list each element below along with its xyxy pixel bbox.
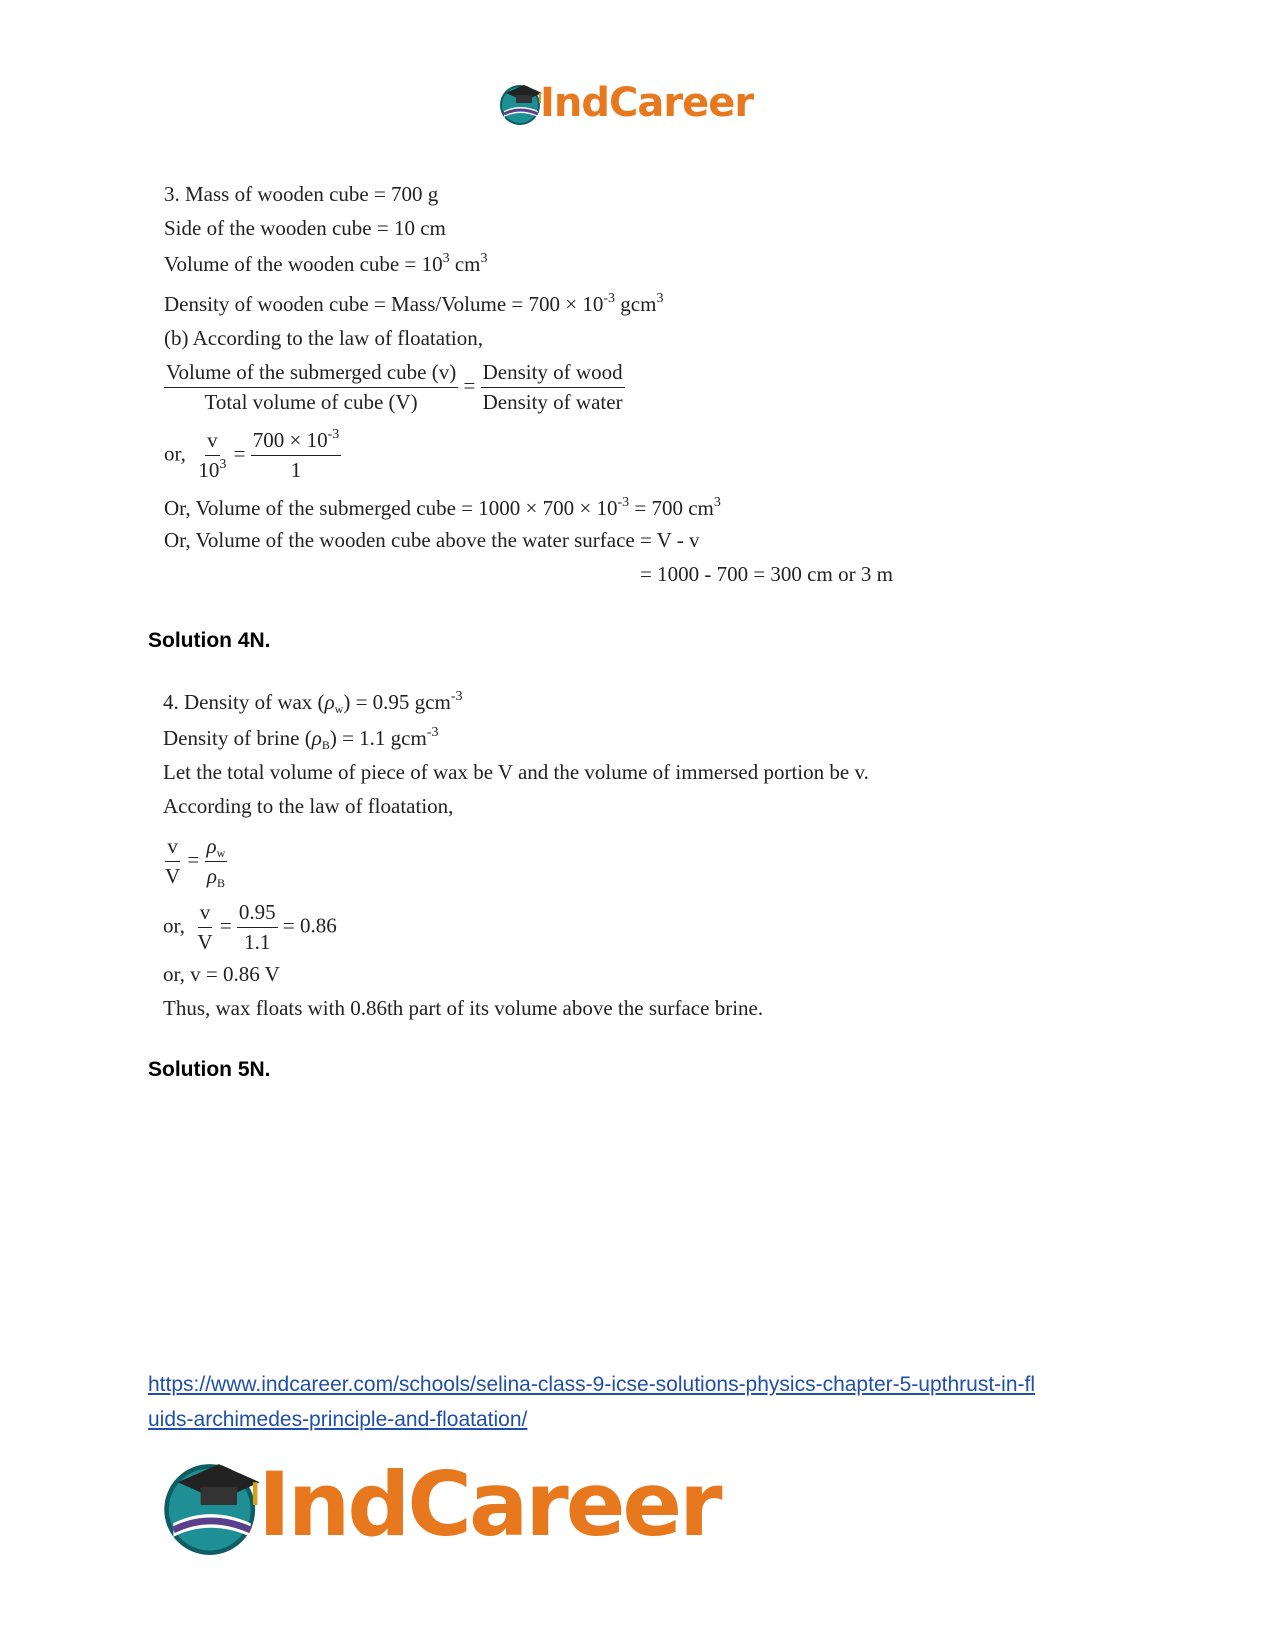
sol4-ratio-equation: $\frac{v}{V}$ = $\frac{\rho_w}{\rho_B}$ xyxy=(165,834,226,890)
sol3-line-side: Side of the wooden cube = 10 cm xyxy=(164,216,446,240)
fraction-v-over-V: $\frac{v}{V}$ xyxy=(165,834,181,888)
header-logo-text: IndCareer xyxy=(540,80,754,126)
sol3-fraction-equation: $\frac{\text{Volume of the submerged cube (v)}}{\text{Total volume of cube (V)}}$ = $\frac{\text{Density of wood}}{\text{Density of water}}$ xyxy=(166,360,623,414)
fraction-v-over-V-2: $\frac{v}{V}$ xyxy=(197,900,213,954)
fraction-700: $\frac{700 \times 10^{-3}}{1}$ xyxy=(252,427,340,482)
footer-logo xyxy=(158,1453,720,1556)
graduation-cap-book-icon xyxy=(158,1455,266,1555)
source-link-line-2[interactable]: uids-archimedes-principle-and-floatation/ xyxy=(148,1408,528,1431)
sol3-line-submerged: Or, Volume of the submerged cube = $1000 \times 700 \times 10^{-3} = 700$ $cm^3$ xyxy=(164,495,721,520)
source-link-line-1[interactable]: https://www.indcareer.com/schools/selina-class-9-icse-solutions-physics-chapter-5-upthrust-in-fl xyxy=(148,1373,1035,1396)
fraction-095-over-11: $\frac{0.95}{1.1}$ xyxy=(238,900,276,954)
sol3-line-density: Density of wooden cube = Mass/Volume = $700 \times 10^{-3}$ gcm$^3$ xyxy=(164,291,664,316)
footer-logo-text: IndCareer xyxy=(258,1453,720,1556)
sol3-line-volume: Volume of the wooden cube = $10^3$ $cm^3$ xyxy=(164,251,488,276)
sol4-line-wax: 4. Density of wax $(\rho_w) = 0.95$ gcm$^{-3}$ xyxy=(163,689,463,716)
sol3-line-above: Or, Volume of the wooden cube above the water surface = V - v xyxy=(164,528,700,552)
graduation-cap-book-icon xyxy=(498,81,544,125)
sol4-line-conclusion: Thus, wax floats with 0.86th part of its volume above the surface brine. xyxy=(163,996,764,1020)
solution-4n-heading: Solution 4N. xyxy=(148,629,271,652)
sol4-line-law: According to the law of floatation, xyxy=(163,794,454,818)
sol4-line-volumes: Let the total volume of piece of wax be V and the volume of immersed portion be v. xyxy=(163,760,869,784)
sol3-line-law: (b) According to the law of floatation, xyxy=(164,326,483,350)
fraction-v-over-10-cubed: $\frac{v}{10^3}$ xyxy=(198,428,227,482)
fraction-volume: $\frac{\text{Volume of the submerged cube (v)}}{\text{Total volume of cube (V)}}$ xyxy=(166,360,457,414)
fraction-density: $\frac{\text{Density of wood}}{\text{Density of water}}$ xyxy=(482,360,623,414)
solution-5n-heading: Solution 5N. xyxy=(148,1058,271,1081)
sol3-or-fraction: or, $\frac{v}{10^3}$ = $\frac{700 \times 10^{-3}}{1}$ xyxy=(164,427,340,482)
sol4-or-fraction: or, $\frac{v}{V}$ = $\frac{0.95}{1.1}$ = 0.86 xyxy=(163,900,337,954)
sol4-line-brine: Density of brine $(\rho_B) = 1.1$ gcm$^{-3}$ xyxy=(163,725,439,752)
header-logo xyxy=(498,80,753,126)
sol3-line-mass: 3. Mass of wooden cube = 700 g xyxy=(164,182,439,206)
sol3-line-result: = 1000 - 700 = 300 cm or 3 m xyxy=(640,562,893,586)
fraction-rho-ratio: $\frac{\rho_w}{\rho_B}$ xyxy=(206,834,226,890)
sol4-line-v: or, v = 0.86 V xyxy=(163,962,280,986)
